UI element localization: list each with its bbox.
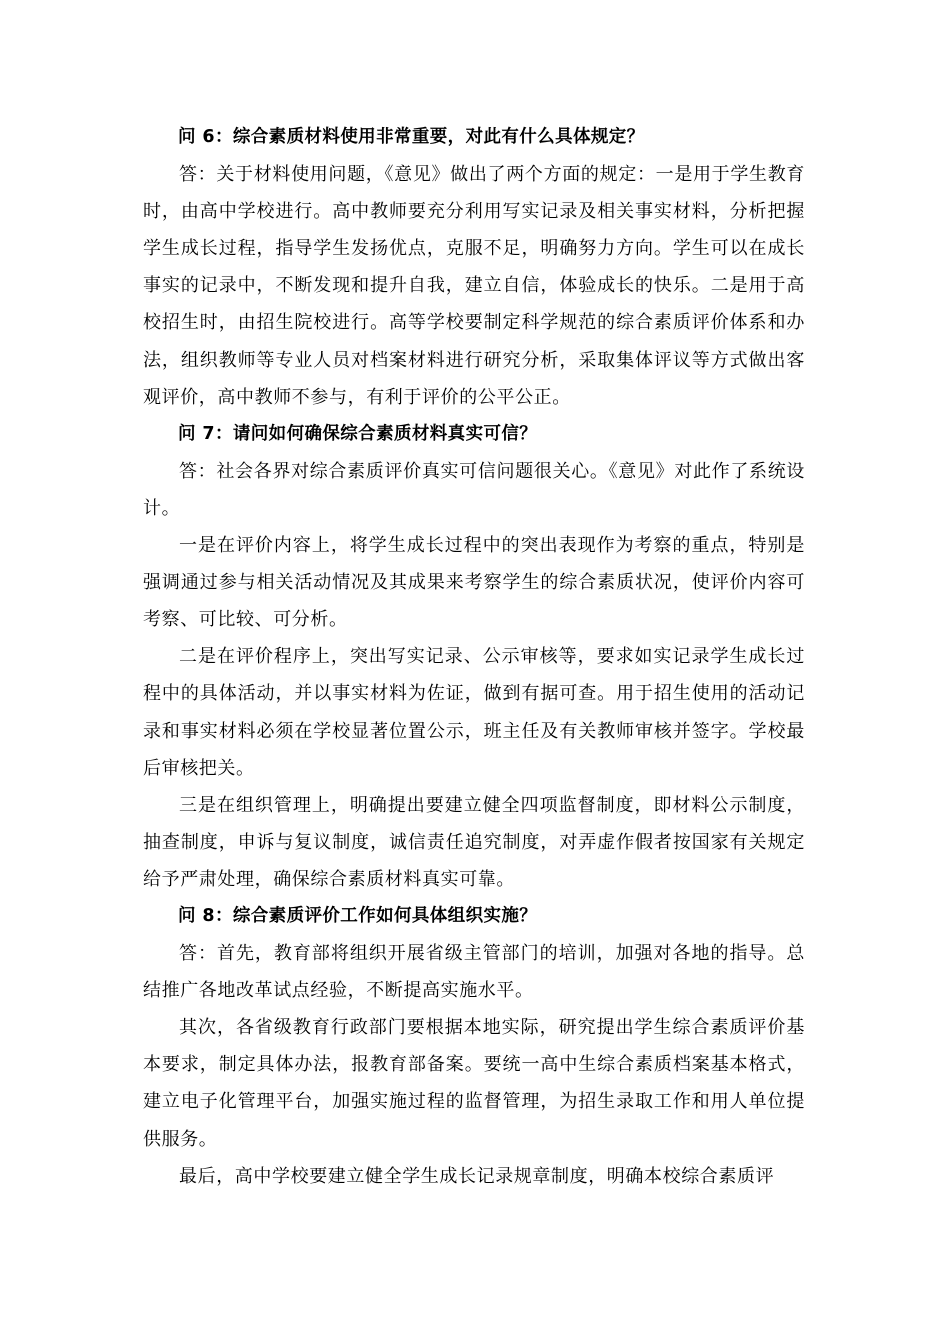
answer-8-first-paragraph: 答：首先，教育部将组织开展省级主管部门的培训，加强对各地的指导。总结推广各地改革试点经验，不断提高实施水平。	[143, 943, 805, 1002]
question-6-heading: 问 6：综合素质材料使用非常重要，对此有什么具体规定？	[178, 127, 645, 147]
document-body	[143, 119, 805, 1195]
answer-6-paragraph: 答：关于材料使用问题，《意见》做出了两个方面的规定：一是用于学生教育时，由高中学校进行。高中教师要充分利用写实记录及相关事实材料，分析把握学生成长过程，指导学生发扬优点，克服不足，明确努力方向。学生可以在成长事实的记录中，不断发现和提升自我，建立自信，体验成长的快乐。二是用于高校招生时，由招生院校进行。高等学校要制定科学规范的综合素质评价体系和办法，组织教师等专业人员对档案材料进行研究分析，采取集体评议等方式做出客观评价，高中教师不参与，有利于评价的公平公正。	[143, 164, 805, 408]
question-7-heading: 问 7：请问如何确保综合素质材料真实可信？	[178, 423, 538, 444]
answer-8-last-paragraph: 最后，高中学校要建立健全学生成长记录规章制度，明确本校综合素质评	[179, 1165, 775, 1187]
answer-7-point-2-paragraph: 二是在评价程序上，突出写实记录、公示审核等，要求如实记录学生成长过程中的具体活动，并以事实材料为佐证，做到有据可查。用于招生使用的活动记录和事实材料必须在学校显著位置公示，班主任及有关教师审核并签字。学校最后审核把关。	[143, 646, 805, 779]
question-8-heading: 问 8：综合素质评价工作如何具体组织实施？	[178, 905, 538, 926]
answer-7-point-3-paragraph: 三是在组织管理上，明确提出要建立健全四项监督制度，即材料公示制度，抽查制度，申诉与复议制度，诚信责任追究制度，对弄虚作假者按国家有关规定给予严肃处理，确保综合素质材料真实可靠。	[143, 794, 805, 890]
answer-8-second-paragraph: 其次，各省级教育行政部门要根据本地实际，研究提出学生综合素质评价基本要求，制定具体办法，报教育部备案。要统一高中生综合素质档案基本格式，建立电子化管理平台，加强实施过程的监督管理，为招生录取工作和用人单位提供服务。	[143, 1017, 805, 1150]
answer-7-intro-paragraph: 答：社会各界对综合素质评价真实可信问题很关心。《意见》对此作了系统设计。	[143, 460, 805, 519]
answer-7-point-1-paragraph: 一是在评价内容上，将学生成长过程中的突出表现作为考察的重点，特别是强调通过参与相关活动情况及其成果来考察学生的综合素质状况，使评价内容可考察、可比较、可分析。	[143, 535, 805, 631]
